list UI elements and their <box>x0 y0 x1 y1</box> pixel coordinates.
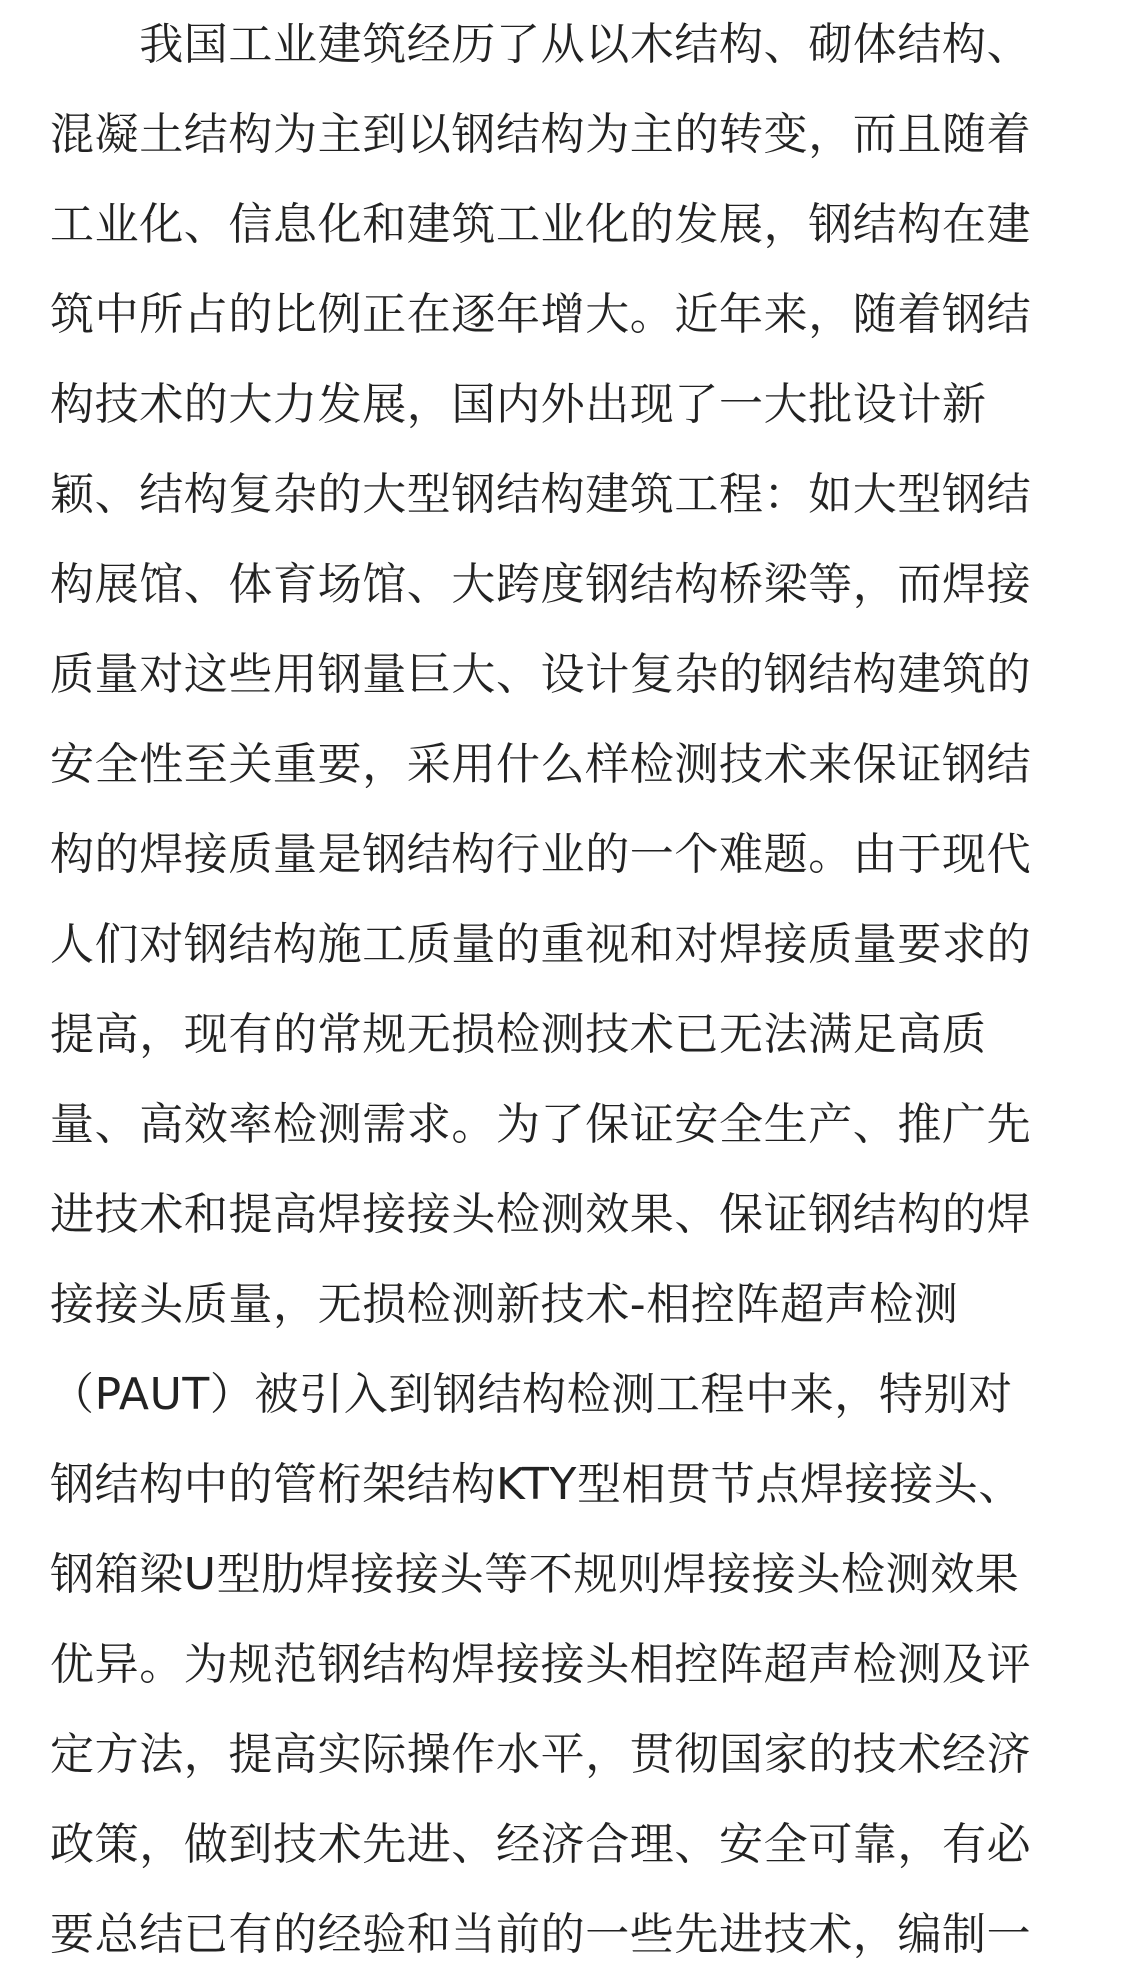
text-line: 安全性至关重要，采用什么样检测技术来保证钢结 <box>50 739 1032 790</box>
text-line: 钢结构中的管桁架结构KTY型相贯节点焊接接头、 <box>50 1459 1023 1510</box>
text-line: 政策，做到技术先进、经济合理、安全可靠，有必 <box>50 1819 1032 1870</box>
text-line: 我国工业建筑经历了从以木结构、砌体结构、 <box>50 19 1032 70</box>
text-line: 质量对这些用钢量巨大、设计复杂的钢结构建筑的 <box>50 649 1032 700</box>
text-line: 要总结已有的经验和当前的一些先进技术，编制一 <box>50 1909 1032 1960</box>
text-line: 筑中所占的比例正在逐年增大。近年来，随着钢结 <box>50 289 1032 340</box>
text-line: （PAUT）被引入到钢结构检测工程中来，特别对 <box>50 1369 1013 1420</box>
text-line: 混凝土结构为主到以钢结构为主的转变，而且随着 <box>50 109 1032 160</box>
text-line: 构的焊接质量是钢结构行业的一个难题。由于现代 <box>50 829 1032 880</box>
text-line: 构展馆、体育场馆、大跨度钢结构桥梁等，而焊接 <box>50 559 1032 610</box>
text-line: 颖、结构复杂的大型钢结构建筑工程：如大型钢结 <box>50 469 1032 520</box>
text-line: 构技术的大力发展，国内外出现了一大批设计新 <box>50 379 987 430</box>
text-line: 定方法，提高实际操作水平，贯彻国家的技术经济 <box>50 1729 1032 1780</box>
text-line: 工业化、信息化和建筑工业化的发展，钢结构在建 <box>50 199 1032 250</box>
text-line: 进技术和提高焊接接头检测效果、保证钢结构的焊 <box>50 1189 1032 1240</box>
text-line: 量、高效率检测需求。为了保证安全生产、推广先 <box>50 1099 1032 1150</box>
text-line: 钢箱梁U型肋焊接接头等不规则焊接接头检测效果 <box>50 1549 1020 1600</box>
text-line: 接接头质量，无损检测新技术-相控阵超声检测 <box>50 1279 959 1330</box>
text-line: 提高，现有的常规无损检测技术已无法满足高质 <box>50 1009 987 1060</box>
text-line: 优异。为规范钢结构焊接接头相控阵超声检测及评 <box>50 1639 1032 1690</box>
text-line: 人们对钢结构施工质量的重视和对焊接质量要求的 <box>50 919 1032 970</box>
